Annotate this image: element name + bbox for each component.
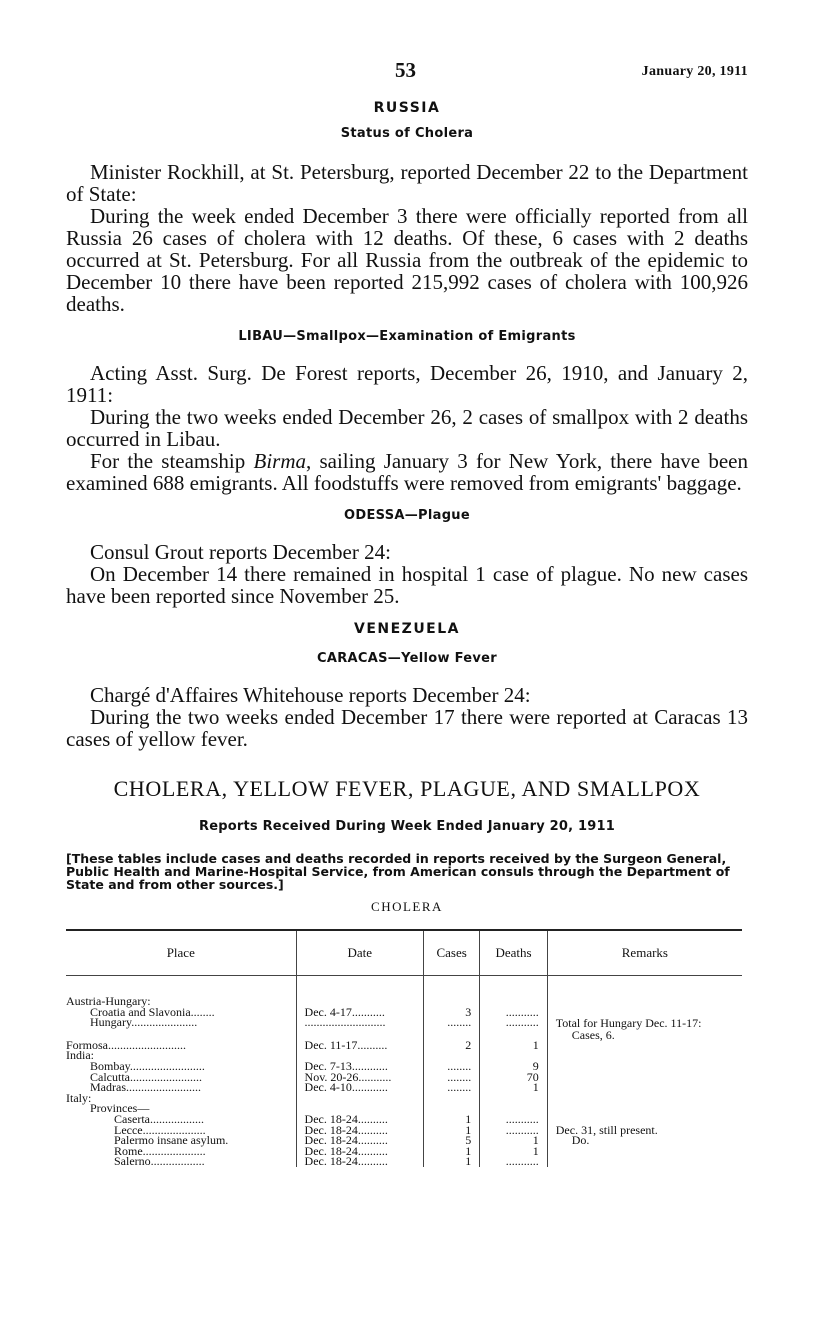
deaths-cell: 1 — [480, 1082, 547, 1093]
cases-cell: 1 — [423, 1146, 479, 1157]
libau-report — [66, 362, 748, 494]
table-row — [66, 1017, 742, 1028]
cases-cell: 1 — [423, 1156, 479, 1167]
place-cell: Calcutta........................ — [66, 1072, 296, 1083]
diseases-title: CHOLERA, YELLOW FEVER, PLAGUE, AND SMALLPOX — [113, 776, 701, 801]
place-cell: India: — [66, 1050, 296, 1061]
deaths-cell: ........... — [480, 1017, 547, 1028]
header-date: Date — [296, 930, 423, 976]
odessa-heading: ODESSA—Plague — [344, 508, 470, 523]
deaths-cell: 1 — [480, 1135, 547, 1146]
date-cell: Dec. 4-17........... — [296, 1007, 423, 1018]
place-cell: Hungary...................... — [66, 1017, 296, 1028]
russia-report — [66, 161, 748, 315]
place-cell: Palermo insane asylum. — [66, 1135, 296, 1146]
odessa-plague-paragraph: On December 14 there remained in hospital 1 case of plague. No new cases have been reported since November 25. — [66, 562, 748, 608]
remark-palermo: Do. — [571, 1133, 590, 1148]
rockhill-intro: Minister Rockhill, at St. Petersburg, reported December 22 to the Department of State: — [66, 160, 748, 206]
libau-smallpox-paragraph: During the two weeks ended December 26, 2 cases of smallpox with 2 deaths occurred in Libau. — [66, 405, 748, 451]
cholera-status-heading: Status of Cholera — [340, 126, 474, 141]
libau-heading: LIBAU—Smallpox—Examination of Emigrants — [238, 329, 576, 344]
date-cell: Dec. 18-24.......... — [296, 1156, 423, 1167]
cases-cell: 1 — [423, 1125, 479, 1136]
date-cell: ........................... — [296, 1017, 423, 1028]
remark-hungary-line1: Total for Hungary Dec. 11-17: — [555, 1016, 702, 1031]
place-cell: Lecce..................... — [66, 1125, 296, 1136]
place-cell: Bombay......................... — [66, 1061, 296, 1072]
cases-cell: ........ — [423, 1017, 479, 1028]
table-row — [66, 1093, 742, 1104]
venezuela-heading: VENEZUELA — [353, 621, 461, 637]
place-cell: Italy: — [66, 1093, 296, 1104]
page-date: January 20, 1911 — [641, 64, 748, 79]
deaths-cell: ........... — [480, 1007, 547, 1018]
cases-cell: ........ — [423, 1061, 479, 1072]
place-cell: Croatia and Slavonia........ — [66, 1007, 296, 1018]
birma-text-after: , sailing January 3 for New York, there have been examined 688 emigrants. All foodstuffs were removed from emigrants' baggage. — [66, 449, 748, 495]
birma-text-before: For the steamship — [90, 449, 254, 473]
deaths-cell: ........... — [480, 1125, 547, 1136]
cases-cell: 1 — [423, 1114, 479, 1125]
cases-cell: ........ — [423, 1082, 479, 1093]
table-caption: CHOLERA — [371, 899, 443, 914]
date-cell: Dec. 18-24.......... — [296, 1146, 423, 1157]
russia-heading: RUSSIA — [373, 100, 441, 116]
whitehouse-intro: Chargé d'Affaires Whitehouse reports December 24: — [90, 683, 531, 707]
place-cell: Caserta.................. — [66, 1114, 296, 1125]
cases-cell: ........ — [423, 1072, 479, 1083]
birma-paragraph — [66, 450, 748, 494]
deaths-cell: 70 — [480, 1072, 547, 1083]
deaths-cell: ........... — [480, 1114, 547, 1125]
date-cell: Dec. 18-24.......... — [296, 1125, 423, 1136]
place-cell: Rome..................... — [66, 1146, 296, 1157]
table-header-row — [66, 930, 742, 976]
date-cell: Dec. 18-24.......... — [296, 1135, 423, 1146]
place-cell: Provinces— — [66, 1103, 296, 1114]
caracas-report — [66, 684, 748, 750]
deaths-cell: ........... — [480, 1156, 547, 1167]
date-cell: Nov. 20-26........... — [296, 1072, 423, 1083]
page-header — [66, 56, 748, 86]
de-forest-intro: Acting Asst. Surg. De Forest reports, December 26, 1910, and January 2, 1911: — [66, 361, 748, 407]
date-cell: Dec. 18-24.......... — [296, 1114, 423, 1125]
date-cell: Dec. 11-17.......... — [296, 1028, 423, 1051]
place-cell: Austria-Hungary: — [66, 996, 296, 1007]
grout-intro: Consul Grout reports December 24: — [90, 540, 391, 564]
russia-cholera-paragraph: During the week ended December 3 there were officially reported from all Russia 26 cases of cholera with 12 deaths. Of these, 6 cases with 2 deaths occurred at St. Petersburg. For all Russia from the outbreak of the epidemic to December 10 there have been reported 215,992 cases of cholera with 100,926 deaths. — [66, 204, 748, 316]
table-row — [66, 1028, 742, 1051]
week-heading: Reports Received During Week Ended January 20, 1911 — [199, 819, 615, 834]
remark-lecce: Dec. 31, still present. — [555, 1122, 658, 1137]
table-row — [66, 1156, 742, 1167]
place-cell: Salerno.................. — [66, 1156, 296, 1167]
cases-cell: 5 — [423, 1135, 479, 1146]
tables-note: [These tables include cases and deaths recorded in reports received by the Surgeon General, Public Health and Marine-Hospital Service, from American consuls through the Department of State and from other sources.] — [66, 851, 730, 892]
date-cell: Dec. 4-10............ — [296, 1082, 423, 1093]
odessa-report — [66, 541, 748, 607]
caracas-yellow-fever-paragraph: During the two weeks ended December 17 there were reported at Caracas 13 cases of yellow fever. — [66, 705, 748, 751]
header-deaths: Deaths — [480, 930, 547, 976]
spacer-row — [66, 976, 742, 997]
remark-hungary-line2: Cases, 6. — [571, 1028, 615, 1043]
deaths-cell: 1 — [480, 1146, 547, 1157]
cases-cell: 2 — [423, 1028, 479, 1051]
header-remarks: Remarks — [547, 930, 742, 976]
cholera-table — [66, 929, 742, 1167]
ship-name: Birma — [253, 449, 306, 473]
header-cases: Cases — [423, 930, 479, 976]
page-number: 53 — [395, 58, 416, 82]
date-cell: Dec. 7-13............ — [296, 1061, 423, 1072]
document-page — [66, 56, 748, 1167]
header-place: Place — [66, 930, 296, 976]
deaths-cell: 1 — [480, 1028, 547, 1051]
place-cell: Madras......................... — [66, 1082, 296, 1093]
cases-cell: 3 — [423, 1007, 479, 1018]
table-row — [66, 1082, 742, 1093]
place-cell: Formosa.......................... — [66, 1028, 296, 1051]
deaths-cell: 9 — [480, 1061, 547, 1072]
caracas-heading: CARACAS—Yellow Fever — [317, 651, 497, 666]
